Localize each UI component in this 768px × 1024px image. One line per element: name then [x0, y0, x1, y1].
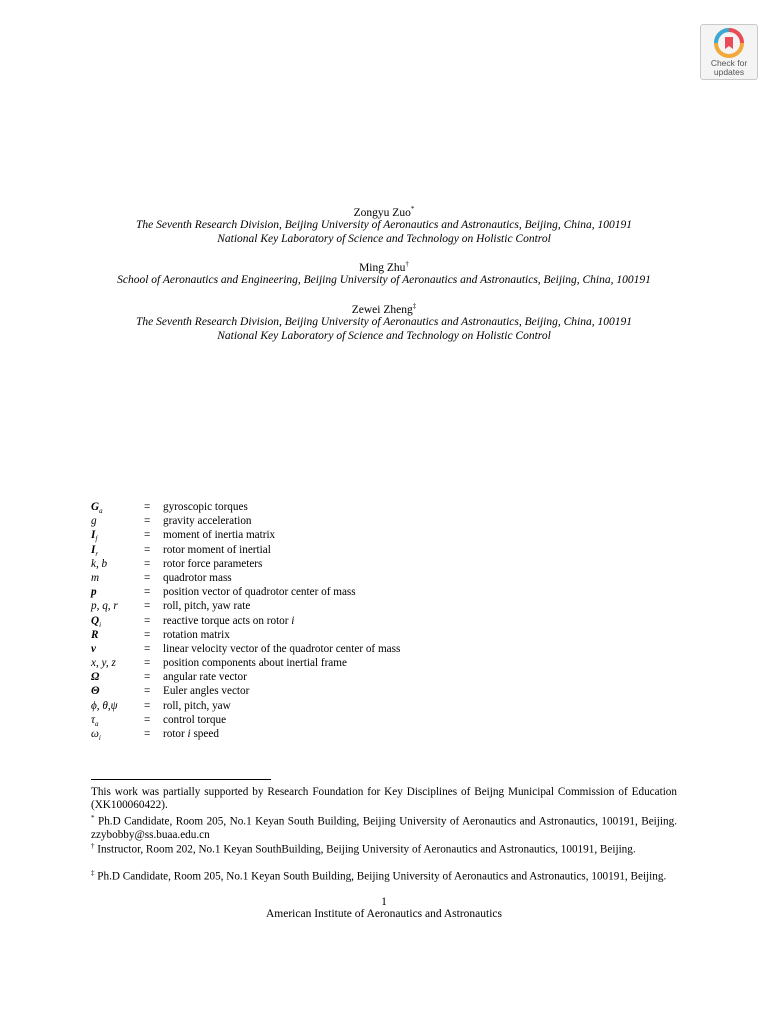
nomenclature-definition: [163, 585, 356, 599]
definition-text: roll, pitch, yaw rate: [163, 600, 251, 613]
nomenclature-definition: [163, 599, 250, 613]
definition-text: speed: [193, 728, 219, 740]
equals-sign: =: [144, 586, 151, 599]
nomenclature-symbol: [91, 656, 141, 670]
definition-text: rotor moment of inertial: [163, 543, 271, 556]
symbol-text: Θ: [91, 685, 100, 698]
equals-sign: =: [144, 543, 151, 556]
symbol-text: v: [91, 642, 96, 655]
symbol-text: Q: [91, 614, 100, 627]
author-3-affiliation-1: The Seventh Research Division, Beijing University of Aeronautics and Astronautics, Beijing, China, 100191: [136, 316, 632, 328]
author-3-affiliation-2: National Key Laboratory of Science and Technology on Holistic Control: [217, 330, 551, 342]
author-1-affiliation-1: The Seventh Research Division, Beijing University of Aeronautics and Astronautics, Beijing, China, 100191: [136, 219, 632, 231]
equals-sign: =: [144, 515, 151, 528]
symbol-subscript: i: [98, 734, 101, 743]
equals-sign: =: [144, 600, 151, 613]
author-mark: ‡: [412, 302, 417, 310]
equals-sign: =: [144, 699, 151, 712]
definition-italic: i: [187, 728, 191, 740]
symbol-text: m: [91, 571, 100, 584]
definition-text: Euler angles vector: [163, 685, 250, 698]
badge-label-line1: Check for: [710, 58, 748, 68]
author-2-name: [0, 260, 768, 274]
page-number: 1: [381, 896, 387, 908]
equals-sign: =: [144, 642, 151, 655]
nomenclature-definition: [163, 614, 294, 628]
nomenclature-definition: [163, 684, 249, 698]
equals-sign: =: [144, 501, 151, 513]
author-2-affiliation-1: School of Aeronautics and Engineering, Beijing University of Aeronautics and Astronautics, Beijing, China, 100191: [117, 274, 651, 286]
symbol-text: x, y, z: [91, 657, 116, 670]
nomenclature-definition: [163, 571, 232, 585]
symbol-text: k, b: [91, 557, 108, 570]
footnote-2: [91, 840, 677, 857]
nomenclature-symbol: [91, 727, 141, 745]
symbol-subscript: r: [95, 549, 99, 558]
nomenclature-definition: [163, 514, 252, 528]
equals-sign: =: [144, 529, 151, 542]
check-for-updates-badge[interactable]: [700, 24, 758, 80]
equals-sign: =: [144, 557, 151, 570]
badge-label-line2: updates: [713, 67, 745, 77]
nomenclature-definition: [163, 713, 226, 727]
symbol-subscript: a: [99, 507, 103, 516]
symbol-text: ω: [91, 728, 99, 740]
nomenclature-definition: [163, 699, 231, 713]
definition-text: rotor: [163, 728, 185, 740]
symbol-text: ϕ, θ,ψ: [91, 699, 118, 712]
definition-text: angular rate vector: [163, 671, 247, 684]
equals-sign: =: [144, 713, 151, 726]
equals-sign: =: [144, 728, 151, 740]
equals-sign: =: [144, 671, 151, 684]
badge-label: [701, 59, 757, 77]
symbol-text: p, q, r: [91, 600, 118, 613]
equals-sign: =: [144, 571, 151, 584]
definition-text: position components about inertial frame: [163, 657, 347, 670]
definition-text: moment of inertia matrix: [163, 529, 276, 542]
publisher-footer: American Institute of Aeronautics and Astronautics: [265, 908, 502, 920]
nomenclature-symbol: [91, 628, 141, 642]
equals-sign: =: [144, 685, 151, 698]
footnote-rule: [91, 779, 271, 780]
nomenclature-symbol: [91, 599, 141, 613]
symbol-text: p: [91, 586, 97, 599]
author-name: Ming Zhu: [359, 261, 406, 274]
symbol-text: Ω: [91, 671, 100, 684]
symbol-subscript: i: [99, 620, 102, 629]
definition-italic: i: [291, 614, 295, 627]
footnote-1: [91, 812, 677, 842]
nomenclature-definition: [163, 656, 347, 670]
nomenclature-symbol: [91, 557, 141, 571]
nomenclature-definition: [163, 543, 271, 557]
nomenclature-definition: [163, 642, 400, 656]
nomenclature-definition: [163, 727, 219, 741]
nomenclature-symbol: [91, 699, 141, 713]
footnote-text: Instructor, Room 202, No.1 Keyan SouthBuilding, Beijing University of Aeronautics and Astronautics, 100191, Beijing.: [97, 843, 636, 856]
footnote-text: Ph.D Candidate, Room 205, No.1 Keyan South Building, Beijing University of Aeronautics and Astronautics, 100191, Beijing.: [97, 870, 667, 883]
author-mark: *: [410, 205, 415, 213]
symbol-text: τ: [91, 713, 96, 726]
nomenclature-symbol: [91, 670, 141, 684]
check-updates-icon: [714, 28, 744, 58]
author-1-name: [0, 205, 768, 219]
definition-text: gyroscopic torques: [163, 501, 248, 513]
nomenclature-definition: [163, 500, 248, 514]
equals-sign: =: [144, 657, 151, 670]
definition-text: rotor force parameters: [163, 557, 263, 570]
footnote-mark: ‡: [91, 869, 95, 877]
symbol-subscript: f: [95, 535, 98, 544]
equals-sign: =: [144, 628, 151, 641]
author-mark: †: [405, 260, 409, 268]
definition-text: gravity acceleration: [163, 515, 252, 528]
definition-text: position vector of quadrotor center of mass: [163, 586, 356, 599]
nomenclature-symbol: [91, 642, 141, 656]
symbol-subscript: a: [95, 720, 99, 729]
nomenclature-symbol: [91, 585, 141, 599]
definition-text: roll, pitch, yaw: [163, 699, 231, 712]
nomenclature-definition: [163, 528, 275, 542]
nomenclature-symbol: [91, 684, 141, 698]
footnote-3: [91, 867, 677, 884]
equals-sign: =: [144, 614, 151, 627]
nomenclature-definition: [163, 557, 262, 571]
footnote-text: Ph.D Candidate, Room 205, No.1 Keyan South Building, Beijing University of Aeronautics and Astronautics, 100191, Beijing. zzybobby@ss.buaa.edu.cn: [91, 815, 677, 841]
footnote-mark: *: [91, 814, 95, 822]
definition-text: linear velocity vector of the quadrotor center of mass: [163, 642, 401, 655]
footnote-support: This work was partially supported by Research Foundation for Key Disciplines of Beijng Municipal Commission of Education (XK100060422).: [91, 786, 677, 812]
nomenclature-symbol: [91, 571, 141, 585]
definition-text: control torque: [163, 713, 227, 726]
definition-text: reactive torque acts on rotor: [163, 614, 289, 627]
author-name: Zongyu Zuo: [353, 206, 411, 219]
author-name: Zewei Zheng: [351, 303, 413, 316]
author-3-name: [0, 302, 768, 316]
nomenclature-definition: [163, 670, 247, 684]
symbol-text: g: [91, 515, 97, 528]
definition-text: quadrotor mass: [163, 571, 232, 584]
symbol-text: I: [91, 529, 96, 542]
nomenclature-symbol: [91, 514, 141, 528]
symbol-text: I: [91, 543, 96, 556]
symbol-text: G: [91, 501, 100, 513]
symbol-text: R: [91, 628, 99, 641]
footnote-mark: †: [91, 842, 95, 850]
nomenclature-definition: [163, 628, 230, 642]
definition-text: rotation matrix: [163, 628, 230, 641]
author-1-affiliation-2: National Key Laboratory of Science and Technology on Holistic Control: [217, 233, 551, 245]
